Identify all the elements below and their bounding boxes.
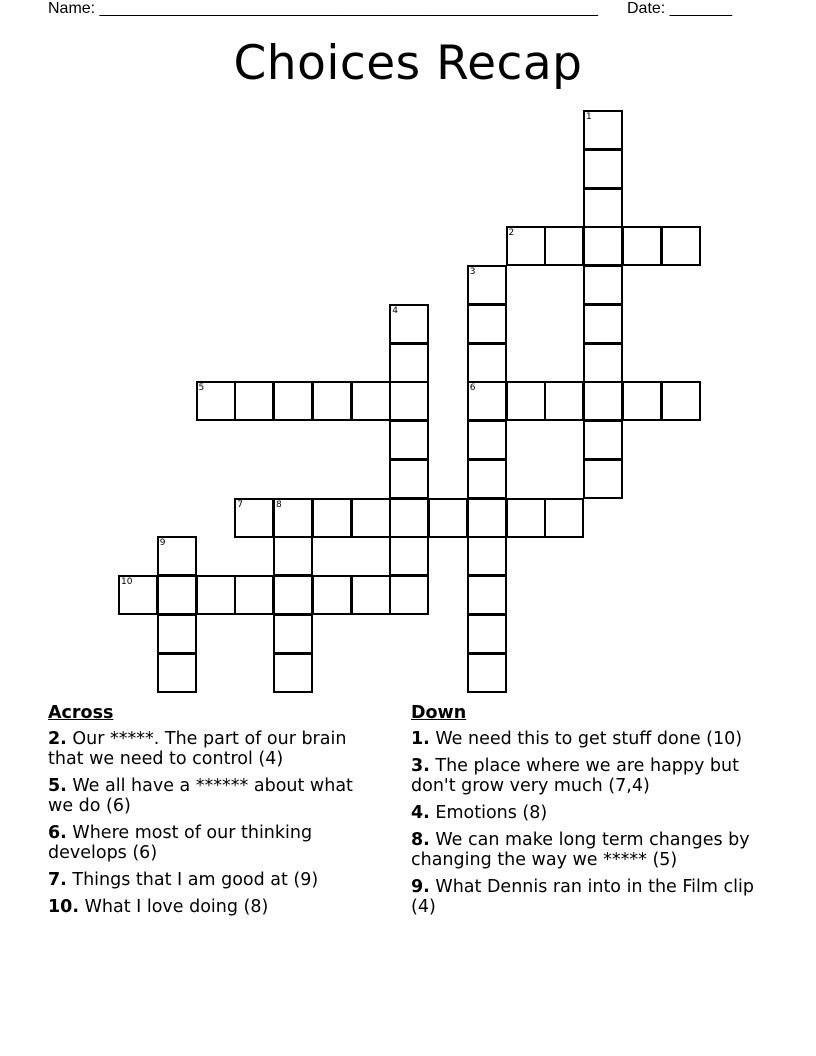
crossword-cell[interactable] xyxy=(273,653,313,693)
crossword-cell[interactable] xyxy=(467,420,507,460)
crossword-cell[interactable] xyxy=(544,226,584,266)
crossword-cell[interactable] xyxy=(389,420,429,460)
across-heading: Across xyxy=(48,703,114,723)
crossword-cell[interactable] xyxy=(273,575,313,615)
crossword-cell[interactable] xyxy=(622,226,662,266)
clue-text: Where most of our thinking develops (6) xyxy=(48,823,313,863)
crossword-cell[interactable] xyxy=(389,381,429,421)
crossword-cell[interactable] xyxy=(661,226,701,266)
clue-text: The place where we are happy but don't grow very much (7,4) xyxy=(411,756,739,796)
down-clue xyxy=(411,877,756,917)
crossword-cell[interactable] xyxy=(157,575,197,615)
crossword-cell[interactable] xyxy=(467,265,507,305)
crossword-cell[interactable] xyxy=(583,420,623,460)
clue-text: What I love doing (8) xyxy=(84,897,269,917)
crossword-cell[interactable] xyxy=(389,575,429,615)
crossword-cell[interactable] xyxy=(273,498,313,538)
crossword-cell[interactable] xyxy=(118,575,158,615)
crossword-cell[interactable] xyxy=(312,381,352,421)
cell-number: 5 xyxy=(198,383,205,394)
clue-number: 3. xyxy=(411,756,430,776)
crossword-cell[interactable] xyxy=(312,498,352,538)
crossword-cell[interactable] xyxy=(389,304,429,344)
crossword-cell[interactable] xyxy=(467,498,507,538)
cell-number: 8 xyxy=(276,499,282,510)
down-heading: Down xyxy=(411,703,467,723)
crossword-cell[interactable] xyxy=(467,575,507,615)
crossword-cell[interactable] xyxy=(428,498,468,538)
across-clue xyxy=(48,870,383,890)
cell-number: 7 xyxy=(237,499,243,510)
clue-text: Our *****. The part of our brain that we need to control (4) xyxy=(48,729,347,769)
crossword-cell[interactable] xyxy=(583,381,623,421)
crossword-cell[interactable] xyxy=(389,459,429,499)
crossword-cell[interactable] xyxy=(467,653,507,693)
crossword-cell[interactable] xyxy=(583,343,623,383)
crossword-cell[interactable] xyxy=(506,498,546,538)
clue-number: 10. xyxy=(48,897,80,917)
clue-number: 4. xyxy=(411,803,430,823)
clue-number: 1. xyxy=(411,729,430,749)
crossword-cell[interactable] xyxy=(467,381,507,421)
crossword-cell[interactable] xyxy=(622,381,662,421)
crossword-cell[interactable] xyxy=(583,304,623,344)
down-clue xyxy=(411,756,756,796)
clue-number: 9. xyxy=(411,877,430,897)
crossword-cell[interactable] xyxy=(506,381,546,421)
cell-number: 1 xyxy=(586,112,592,122)
clue-text: What Dennis ran into in the Film clip (4) xyxy=(411,877,754,917)
crossword-cell[interactable] xyxy=(583,188,623,228)
crossword-cell[interactable] xyxy=(467,536,507,576)
down-clue xyxy=(411,830,756,870)
across-clues xyxy=(48,703,383,924)
cell-number: 4 xyxy=(392,305,398,316)
crossword-cell[interactable] xyxy=(661,381,701,421)
clue-number: 8. xyxy=(411,830,430,850)
crossword-cell[interactable] xyxy=(312,575,352,615)
crossword-cell[interactable] xyxy=(157,653,197,693)
crossword-cell[interactable] xyxy=(583,459,623,499)
crossword-cell[interactable] xyxy=(389,498,429,538)
across-clue xyxy=(48,897,383,917)
down-clue xyxy=(411,803,756,823)
crossword-cell[interactable] xyxy=(196,381,236,421)
clue-number: 6. xyxy=(48,823,67,843)
across-clue xyxy=(48,823,383,863)
down-clue xyxy=(411,729,756,749)
cell-number: 10 xyxy=(121,577,133,587)
clue-number: 5. xyxy=(48,776,67,796)
crossword-cell[interactable] xyxy=(273,381,313,421)
crossword-cell[interactable] xyxy=(467,304,507,344)
cell-number: 9 xyxy=(159,538,166,549)
crossword-cell[interactable] xyxy=(389,536,429,576)
down-clues xyxy=(411,703,756,924)
crossword-cell[interactable] xyxy=(467,343,507,383)
page-title: Choices Recap xyxy=(233,36,583,91)
crossword-cell[interactable] xyxy=(583,226,623,266)
crossword-cell[interactable] xyxy=(234,381,274,421)
cell-number: 2 xyxy=(508,228,515,239)
crossword-cell[interactable] xyxy=(273,614,313,654)
crossword-cell[interactable] xyxy=(389,343,429,383)
crossword-cell[interactable] xyxy=(157,536,197,576)
clue-number: 7. xyxy=(48,870,67,890)
clue-number: 2. xyxy=(48,729,67,749)
cell-number: 3 xyxy=(469,267,476,277)
clue-text: We can make long term changes by changing the way we ***** (5) xyxy=(411,830,750,870)
date-field-label[interactable]: Date: _______ xyxy=(627,0,732,17)
crossword-cell[interactable] xyxy=(506,226,546,266)
crossword-cell[interactable] xyxy=(544,498,584,538)
crossword-cell[interactable] xyxy=(273,536,313,576)
crossword-cell[interactable] xyxy=(467,459,507,499)
crossword-cell[interactable] xyxy=(157,614,197,654)
crossword-cell[interactable] xyxy=(583,110,623,150)
across-clue xyxy=(48,776,383,816)
across-clue xyxy=(48,729,383,769)
crossword-cell[interactable] xyxy=(544,381,584,421)
crossword-cell[interactable] xyxy=(196,575,236,615)
name-field-label[interactable]: Name: ________________________________________________________ xyxy=(48,0,598,17)
crossword-cell[interactable] xyxy=(234,498,274,538)
clue-text: We need this to get stuff done (10) xyxy=(435,729,743,749)
crossword-cell[interactable] xyxy=(351,498,391,538)
crossword-cell[interactable] xyxy=(583,149,623,189)
clue-text: Things that I am good at (9) xyxy=(72,870,319,890)
crossword-cell[interactable] xyxy=(583,265,623,305)
crossword-cell[interactable] xyxy=(351,381,391,421)
crossword-cell[interactable] xyxy=(234,575,274,615)
crossword-cell[interactable] xyxy=(467,614,507,654)
clue-text: We all have a ****** about what we do (6) xyxy=(48,776,353,816)
crossword-cell[interactable] xyxy=(351,575,391,615)
clue-text: Emotions (8) xyxy=(435,803,548,823)
cell-number: 6 xyxy=(469,383,476,394)
